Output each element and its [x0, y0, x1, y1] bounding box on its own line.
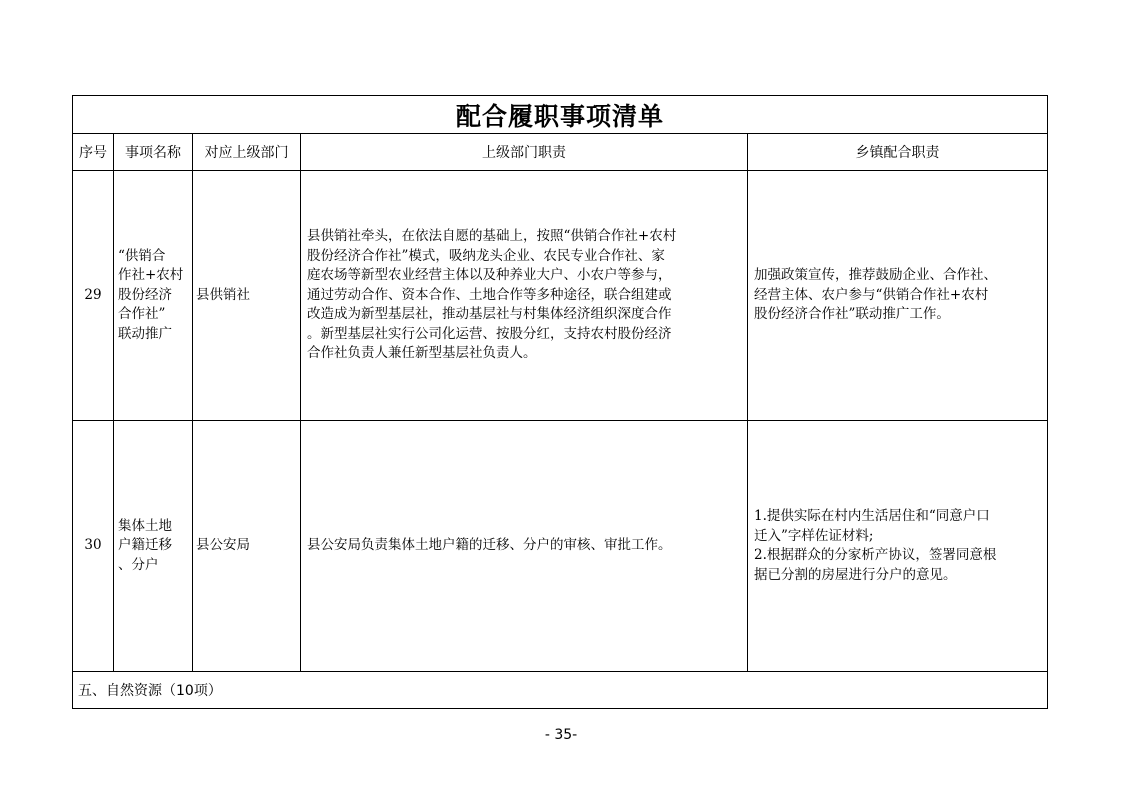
text-line: 迁入”字样佐证材料; — [754, 527, 874, 544]
header-township-duty: 乡镇配合职责 — [748, 134, 1048, 171]
text-line: 作社+农村 — [118, 267, 184, 284]
text-line: 、分户 — [118, 556, 159, 573]
text-line: 通过劳动合作、资本合作、土地合作等多种途径，联合组建或 — [307, 286, 672, 303]
text-line: 县公安局负责集体土地户籍的迁移、分户的审核、审批工作。 — [307, 537, 672, 554]
header-dept: 对应上级部门 — [193, 134, 301, 171]
text-line: “供销合 — [118, 247, 166, 264]
row-seq: 29 — [73, 171, 114, 421]
row-item-name — [114, 421, 193, 672]
header-row — [73, 134, 1048, 171]
text-line: 县供销社牵头，在依法自愿的基础上，按照“供销合作社+农村 — [307, 228, 677, 245]
row-item-name — [114, 171, 193, 421]
text-line: 据已分割的房屋进行分户的意见。 — [754, 566, 957, 583]
text-line: 集体土地 — [118, 517, 172, 534]
section-heading: 五、自然资源（10项） — [73, 672, 1048, 709]
page-number: - 35- — [544, 727, 578, 743]
text-line: 股份经济合作社”联动推广工作。 — [754, 306, 950, 323]
row-seq: 30 — [73, 421, 114, 672]
row-superior-duty — [301, 421, 748, 672]
text-line: 合作社负责人兼任新型基层社负责人。 — [307, 345, 537, 362]
text-line: 经营主体、农户参与“供销合作社+农村 — [754, 286, 989, 303]
row-township-duty — [748, 421, 1048, 672]
text-line: 庭农场等新型农业经营主体以及种养业大户、小农户等参与， — [307, 267, 672, 284]
header-seq: 序号 — [73, 134, 114, 171]
table-title: 配合履职事项清单 — [73, 96, 1048, 134]
text-line: 联动推广 — [118, 325, 172, 342]
table-row — [73, 421, 1048, 672]
section-row — [73, 672, 1048, 709]
text-line: 改造成为新型基层社，推动基层社与村集体经济组织深度合作 — [307, 306, 672, 323]
text-line: 股份经济 — [118, 286, 172, 303]
row-township-duty — [748, 171, 1048, 421]
text-line: 合作社” — [118, 306, 166, 323]
text-line: 股份经济合作社”模式，吸纳龙头企业、农民专业合作社、家 — [307, 247, 665, 264]
row-dept: 县供销社 — [193, 171, 301, 421]
text-line: 加强政策宣传，推荐鼓励企业、合作社、 — [754, 267, 997, 284]
text-line: 户籍迁移 — [118, 537, 172, 554]
header-name: 事项名称 — [114, 134, 193, 171]
text-line: 1.提供实际在村内生活居住和“同意户口 — [754, 508, 990, 524]
text-line: 2.根据群众的分家析产协议，签署同意根 — [754, 547, 997, 563]
table-row — [73, 171, 1048, 421]
text-line: 。新型基层社实行公司化运营、按股分红，支持农村股份经济 — [307, 325, 672, 342]
duty-table — [72, 95, 1048, 709]
header-superior-duty: 上级部门职责 — [301, 134, 748, 171]
document-sheet — [72, 95, 1047, 709]
row-superior-duty — [301, 171, 748, 421]
row-dept: 县公安局 — [193, 421, 301, 672]
